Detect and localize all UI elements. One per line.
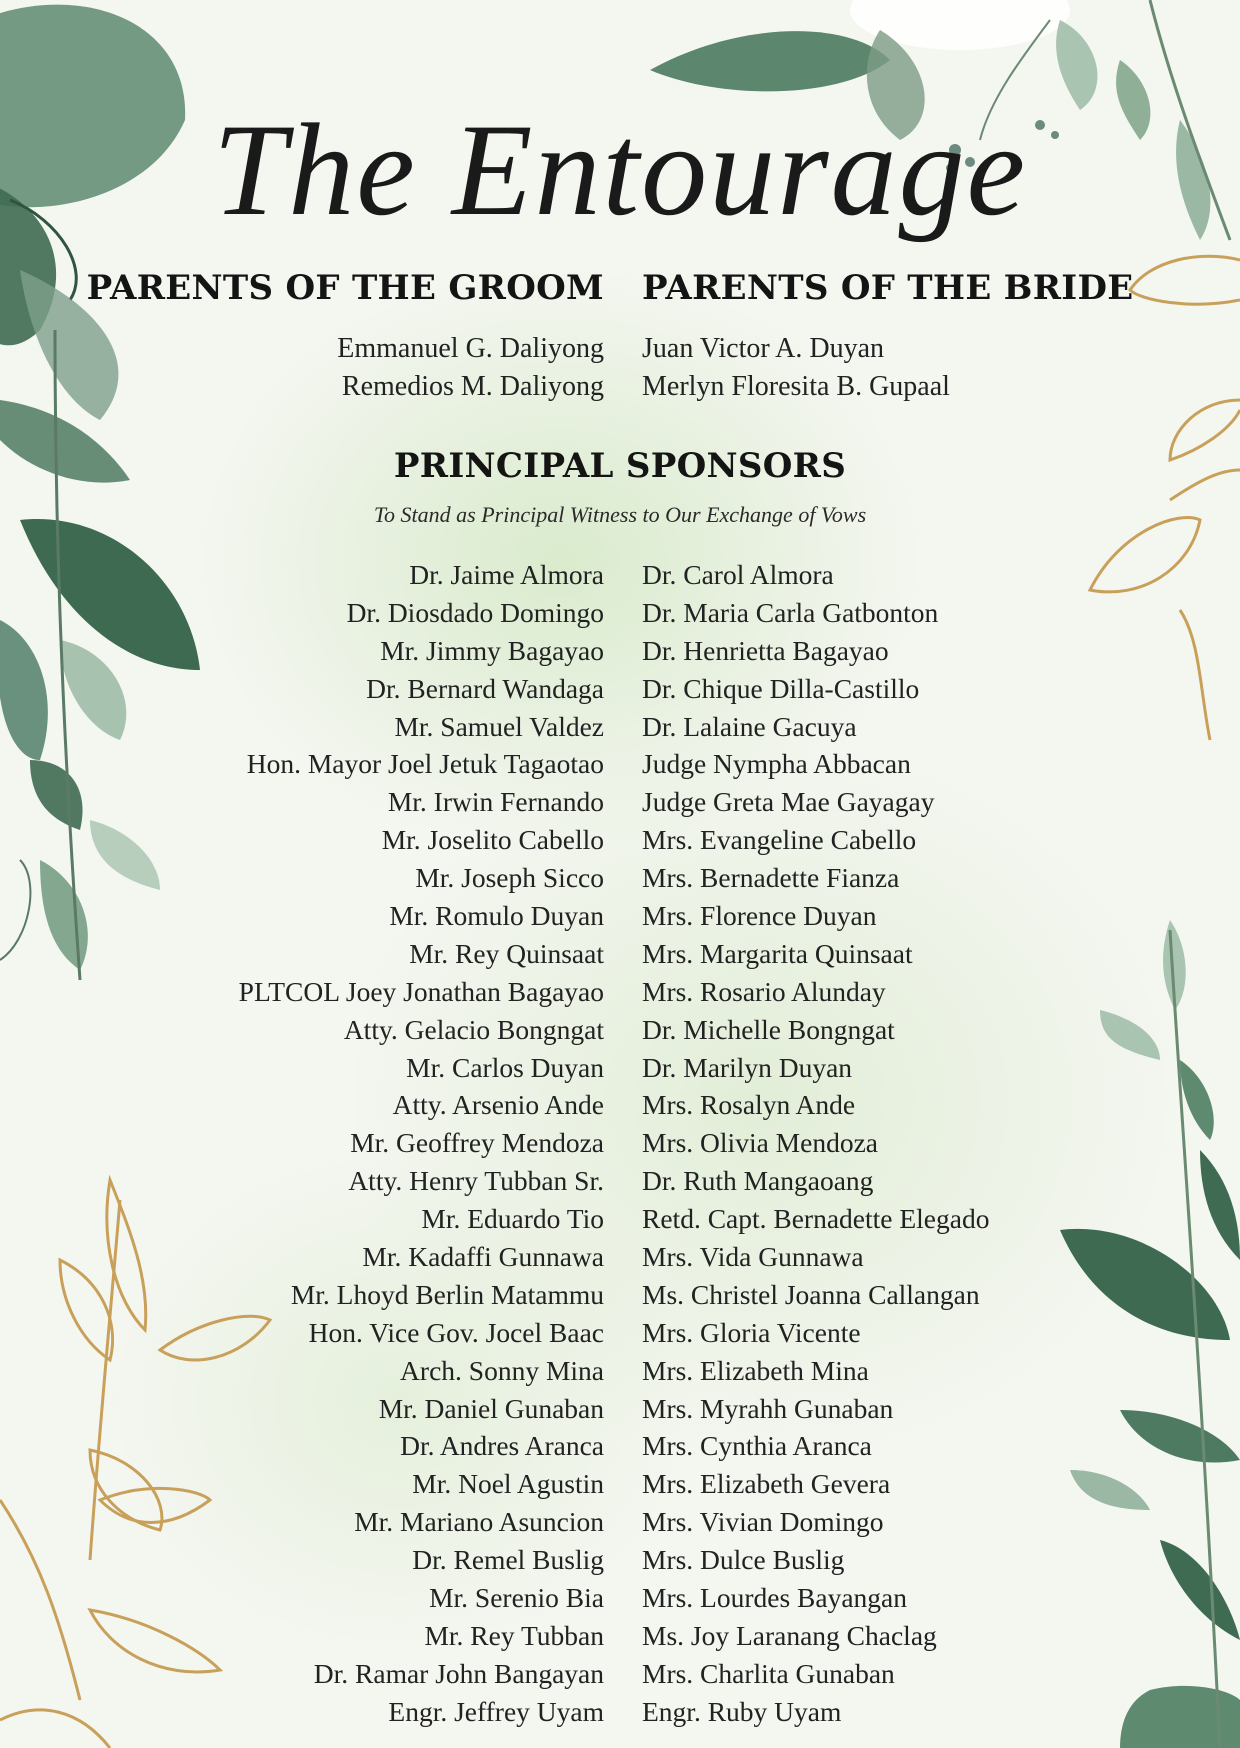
list-item: Mr. Joselito Cabello [381,824,604,856]
list-item: Mrs. Olivia Mendoza [642,1127,878,1159]
list-item: Mrs. Vivian Domingo [642,1506,884,1538]
list-item: Engr. Ruby Uyam [642,1695,842,1727]
list-item: Mr. Romulo Duyan [389,900,604,932]
list-item: Mr. Jimmy Bagayao [380,634,604,666]
list-item: Mrs. Dulce Buslig [642,1544,845,1576]
bride-parents-list [642,330,950,406]
list-item: Mr. Rey Tubban [424,1619,604,1651]
list-item: Mr. Eduardo Tio [421,1203,604,1235]
list-item: Mrs. Gloria Vicente [642,1316,861,1348]
right-gold-leaves-decoration [1090,256,1240,740]
list-item: Dr. Ruth Mangaoang [642,1165,874,1197]
sponsors-right-list [642,556,989,1731]
list-item: Dr. Carol Almora [642,559,834,590]
list-item: Mrs. Florence Duyan [642,900,877,932]
list-item: Ms. Joy Laranang Chaclag [642,1619,937,1651]
list-item: Mr. Mariano Asuncion [354,1506,604,1538]
list-item: Dr. Maria Carla Gatbonton [642,596,939,628]
list-item: Dr. Andres Aranca [400,1430,604,1462]
list-item: Mrs. Lourdes Bayangan [642,1582,908,1614]
principal-sponsors-heading: PRINCIPAL SPONSORS [393,446,847,486]
groom-parents-heading: PARENTS OF THE GROOM [86,268,604,308]
list-item: Hon. Mayor Joel Jetuk Tagaotao [246,748,604,780]
list-item: Atty. Gelacio Bongngat [343,1013,604,1045]
list-item: Mrs. Rosario Alunday [642,975,886,1007]
list-item: Mrs. Elizabeth Mina [642,1354,869,1386]
list-item: Dr. Lalaine Gacuya [642,710,857,742]
left-gold-leaves-decoration [0,1180,270,1748]
list-item: Mrs. Elizabeth Gevera [642,1468,891,1500]
list-item: Mrs. Myrahh Gunaban [642,1392,894,1424]
list-item: Mrs. Margarita Quinsaat [642,937,913,969]
list-item: Mr. Carlos Duyan [406,1051,604,1083]
list-item: Dr. Bernard Wandaga [366,672,604,704]
list-item: Mr. Irwin Fernando [387,786,604,818]
list-item: Judge Greta Mae Gayagay [642,786,935,818]
list-item: Atty. Arsenio Ande [392,1089,604,1121]
list-item: PLTCOL Joey Jonathan Bagayao [238,975,604,1007]
list-item: Atty. Henry Tubban Sr. [348,1165,604,1197]
list-item: Mr. Samuel Valdez [394,710,604,742]
list-item: Mr. Rey Quinsaat [409,937,604,969]
list-item: Mrs. Cynthia Aranca [642,1430,872,1462]
list-item: Mr. Daniel Gunaban [378,1392,604,1424]
sponsors-subtitle: To Stand as Principal Witness to Our Exchange of Vows [373,502,867,527]
list-item: Dr. Diosdado Domingo [346,596,604,628]
list-item: Ms. Christel Joanna Callangan [642,1278,980,1310]
bride-parents-heading: PARENTS OF THE BRIDE [642,268,1134,308]
list-item: Dr. Henrietta Bagayao [642,634,889,666]
list-item: Mrs. Bernadette Fianza [642,862,900,894]
list-item: Emmanuel G. Daliyong [337,333,604,364]
sponsors-left-list [239,556,604,1731]
list-item: Dr. Remel Buslig [412,1544,604,1576]
list-item: Engr. Jeffrey Uyam [388,1695,604,1727]
list-item: Judge Nympha Abbacan [642,748,911,780]
list-item: Dr. Marilyn Duyan [642,1051,853,1083]
list-item: Remedios M. Daliyong [341,371,604,402]
list-item: Dr. Ramar John Bangayan [313,1657,604,1689]
list-item: Merlyn Floresita B. Gupaal [642,371,950,402]
list-item: Hon. Vice Gov. Jocel Baac [308,1316,604,1348]
list-item: Mr. Noel Agustin [412,1468,604,1500]
page-title: The Entourage [212,96,1028,243]
list-item: Dr. Jaime Almora [409,559,604,590]
list-item: Mr. Serenio Bia [429,1582,604,1614]
groom-parents-list [337,330,604,406]
list-item: Arch. Sonny Mina [400,1354,604,1386]
bottom-right-leaves-decoration [1060,920,1240,1748]
list-item: Dr. Michelle Bongngat [642,1013,895,1045]
list-item: Mrs. Evangeline Cabello [642,824,917,856]
list-item: Mr. Kadaffi Gunnawa [362,1241,604,1273]
list-item: Mr. Geoffrey Mendoza [350,1127,604,1159]
list-item: Dr. Chique Dilla-Castillo [642,672,920,704]
list-item: Mr. Lhoyd Berlin Matammu [290,1278,604,1310]
list-item: Retd. Capt. Bernadette Elegado [642,1203,990,1235]
list-item: Mrs. Rosalyn Ande [642,1089,856,1121]
list-item: Mr. Joseph Sicco [415,862,604,894]
list-item: Mrs. Vida Gunnawa [642,1241,864,1273]
list-item: Mrs. Charlita Gunaban [642,1657,895,1689]
list-item: Juan Victor A. Duyan [642,333,884,364]
